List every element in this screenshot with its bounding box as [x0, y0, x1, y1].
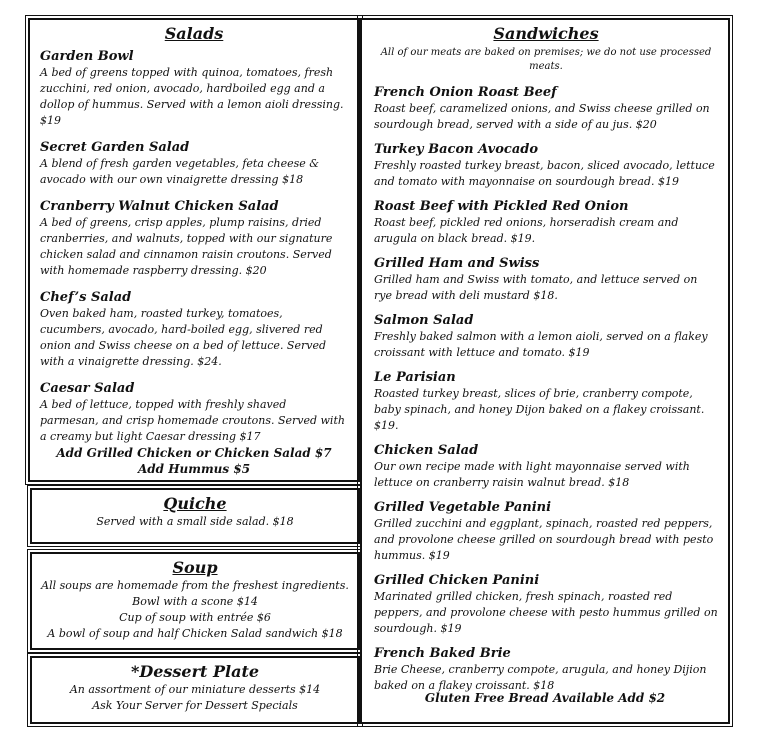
- item-description: Roast beef, caramelized onions, and Swiss cheese grilled on sourdough bread, served with a side of au jus. $20: [374, 102, 710, 131]
- item-description: Brie Cheese, cranberry compote, arugula, and honey Dijion baked on a flakey croissant. $18: [374, 663, 707, 692]
- item-description: Marinated grilled chicken, fresh spinach, roasted red peppers, and provolone cheese with pesto hummus grilled on sourdough. $19: [374, 590, 718, 635]
- soup-line: Bowl with a scone $14: [132, 595, 258, 608]
- item-name: Garden Bowl: [40, 49, 134, 64]
- soup-line: All soups are homemade from the freshest ingredients.: [41, 579, 349, 592]
- item-description: Grilled ham and Swiss with tomato, and lettuce served on rye bread with deli mustard $18.: [374, 273, 698, 302]
- menu-item: [40, 380, 348, 445]
- item-description: A bed of greens topped with quinoa, tomatoes, fresh zucchini, red onion, avocado, hardboiled egg and a dollop of hummus. Served with a lemon aioli dressing. $19: [40, 66, 344, 127]
- salads-section: [28, 18, 360, 482]
- menu-item: [40, 198, 348, 279]
- menu-item: [40, 289, 348, 370]
- menu-item: [374, 442, 718, 491]
- item-description: Freshly roasted turkey breast, bacon, sliced avocado, lettuce and tomato with mayonnaise on sourdough bread. $19: [374, 159, 715, 188]
- soup-title: Soup: [172, 558, 218, 577]
- item-description: A blend of fresh garden vegetables, feta cheese & avocado with our own vinaigrette dressing $18: [40, 157, 320, 186]
- item-name: Chef’s Salad: [40, 290, 132, 305]
- soup-line: A bowl of soup and half Chicken Salad sandwich $18: [47, 627, 343, 640]
- item-name: French Baked Brie: [374, 646, 511, 661]
- menu-item: [374, 369, 718, 434]
- sandwiches-note: All of our meats are baked on premises; we do not use processed meats.: [380, 47, 712, 72]
- item-description: Our own recipe made with light mayonnaise served with lettuce on cranberry raisin walnut bread. $18: [374, 460, 690, 489]
- dessert-title: *Dessert Plate: [130, 662, 260, 681]
- salad-addon: Add Hummus $5: [137, 462, 251, 476]
- item-name: Le Parisian: [374, 370, 456, 385]
- menu-item: [374, 255, 718, 304]
- menu-item: [374, 198, 718, 247]
- menu-item: [374, 84, 718, 133]
- dessert-section: [30, 656, 360, 724]
- item-name: Grilled Chicken Panini: [374, 573, 540, 588]
- item-description: Freshly baked salmon with a lemon aioli, served on a flakey croissant with lettuce and tomato. $19: [374, 330, 708, 359]
- quiche-section: [30, 488, 360, 544]
- item-name: French Onion Roast Beef: [374, 85, 557, 100]
- quiche-title: Quiche: [163, 494, 227, 513]
- item-description: Roast beef, pickled red onions, horseradish cream and arugula on black bread. $19.: [374, 216, 679, 245]
- item-description: A bed of greens, crisp apples, plump raisins, dried cranberries, and walnuts, topped with our signature chicken salad and cinnamon raisin croutons. Served with homemade raspberry dressing. $20: [40, 216, 333, 277]
- item-name: Cranberry Walnut Chicken Salad: [40, 199, 279, 214]
- dessert-line: An assortment of our miniature desserts $14: [69, 683, 321, 696]
- sandwiches-title: Sandwiches: [493, 24, 599, 43]
- item-name: Grilled Ham and Swiss: [374, 256, 540, 271]
- item-description: A bed of lettuce, topped with freshly shaved parmesan, and crisp homemade croutons. Served with a creamy but light Caesar dressing $17: [40, 398, 345, 443]
- menu-item: [40, 139, 348, 188]
- menu-item: [374, 141, 718, 190]
- menu-item: [374, 645, 718, 694]
- item-name: Roast Beef with Pickled Red Onion: [374, 199, 629, 214]
- dessert-line: Ask Your Server for Dessert Specials: [92, 699, 298, 712]
- item-name: Secret Garden Salad: [40, 140, 190, 155]
- item-name: Chicken Salad: [374, 443, 479, 458]
- item-name: Caesar Salad: [40, 381, 135, 396]
- menu-item: [374, 572, 718, 637]
- soup-section: [30, 552, 360, 650]
- item-description: Oven baked ham, roasted turkey, tomatoes, cucumbers, avocado, hard-boiled egg, slivered red onion and Swiss cheese on a bed of lettuce. Served with a vinaigrette dressing. $24.: [40, 307, 327, 368]
- quiche-description: Served with a small side salad. $18: [96, 515, 294, 528]
- menu-item: [374, 312, 718, 361]
- soup-line: Cup of soup with entrée $6: [119, 611, 271, 624]
- salads-title: Salads: [164, 24, 224, 43]
- item-description: Grilled zucchini and eggplant, spinach, roasted red peppers, and provolone cheese grilled on sourdough bread with pesto hummus. $19: [374, 517, 714, 562]
- gluten-free-note: Gluten Free Bread Available Add $2: [424, 691, 666, 705]
- salad-addon: Add Grilled Chicken or Chicken Salad $7: [56, 446, 332, 460]
- sandwiches-section: [360, 18, 730, 724]
- item-name: Turkey Bacon Avocado: [374, 142, 538, 157]
- item-description: Roasted turkey breast, slices of brie, cranberry compote, baby spinach, and honey Dijon baked on a flakey croissant. $19.: [374, 387, 705, 432]
- item-name: Salmon Salad: [374, 313, 474, 328]
- menu-item: [40, 48, 348, 129]
- item-name: Grilled Vegetable Panini: [374, 500, 552, 515]
- menu-item: [374, 499, 718, 564]
